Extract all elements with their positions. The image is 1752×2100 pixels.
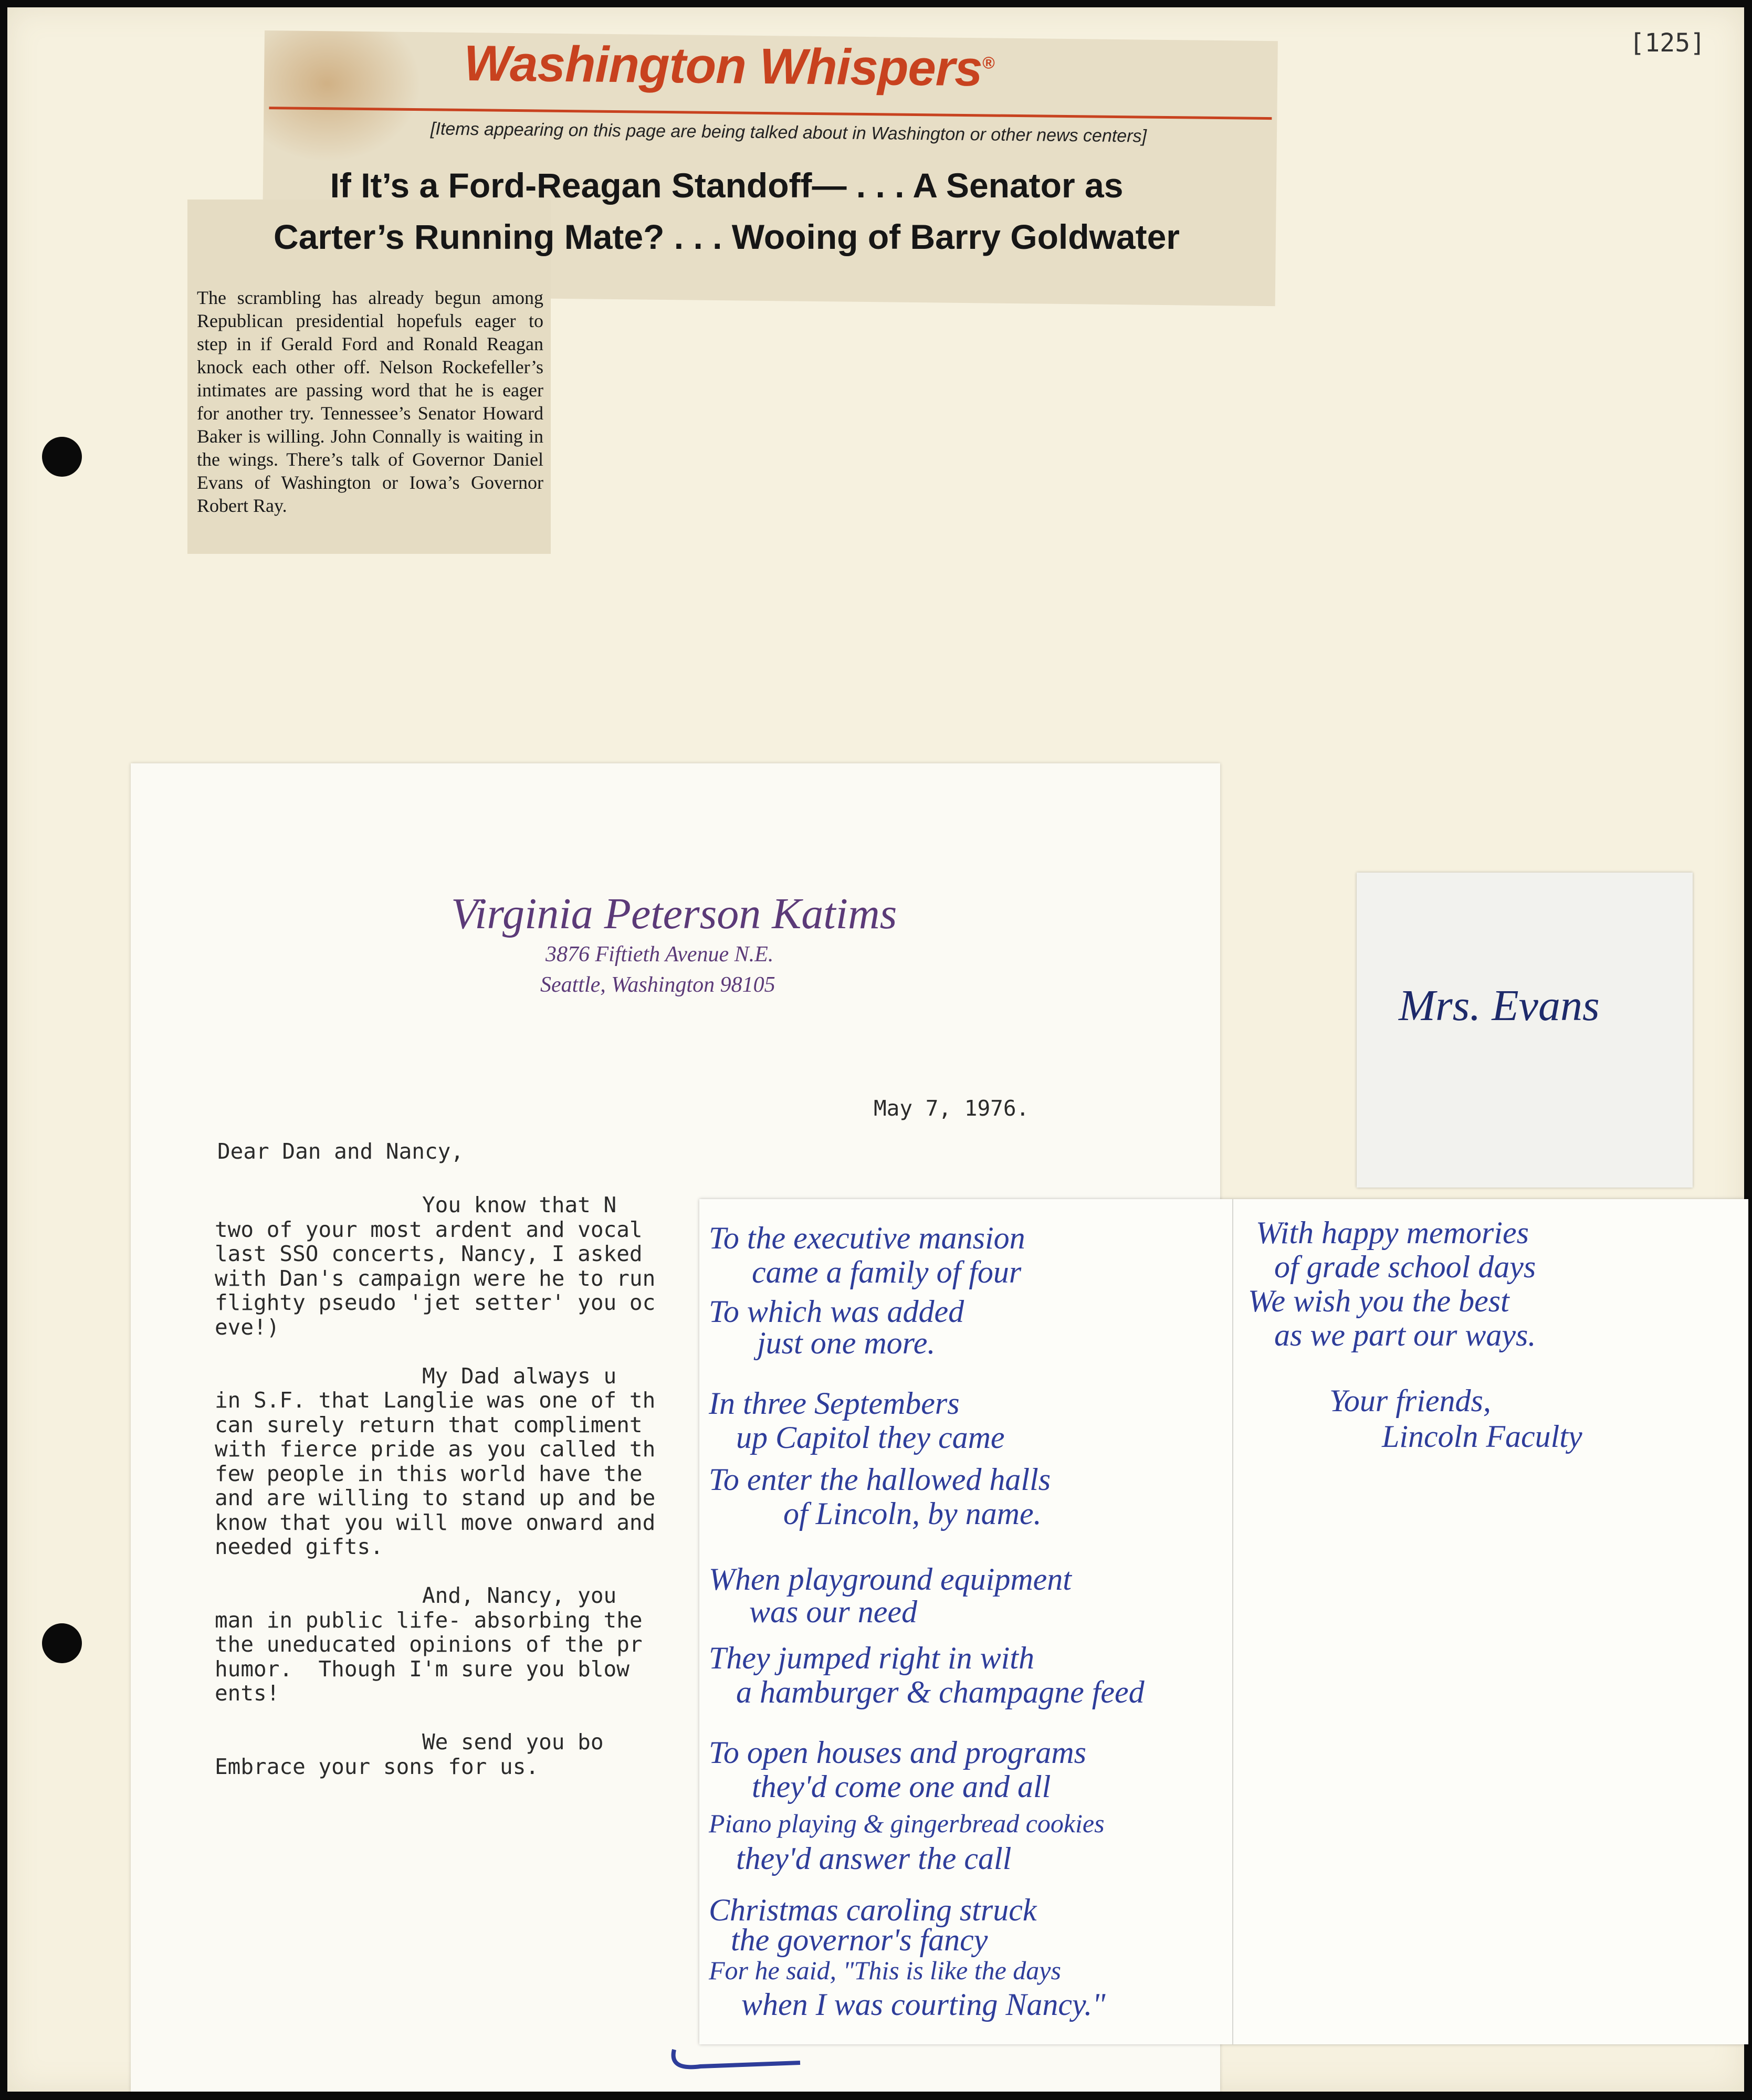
clipping-headline [181,160,1273,262]
poem-line: When playground equipment [709,1562,1072,1597]
punch-hole-bottom [42,1623,82,1663]
letter-line: with Dan's campaign were he to run [215,1265,656,1291]
clipping-body-text: The scrambling has already begun among Republican presidential hopefuls eager to step in if Gerald Ford and Ronald Reagan knock each other off. Nelson Rockefeller’s intimates are passing word that he is eager for another try. Tennessee’s Senator Howard Baker is willing. John Connally is waiting in the wings. There’s talk of Governor Daniel Evans of Washington or Iowa’s Governor Robert Ray. [197,287,543,516]
punch-hole-top [42,437,82,477]
closing-line: Your friends, [1329,1383,1491,1418]
letter-body [215,1193,655,1779]
address-line-2: Seattle, Washington 98105 [540,973,775,997]
letter-line: And, Nancy, you [215,1583,617,1608]
poem-line: they'd answer the call [736,1841,1012,1876]
letter-line: humor. Though I'm sure you blow [215,1656,630,1682]
closing-line: as we part our ways. [1274,1318,1536,1352]
letterhead-address [540,939,775,1000]
letter-line: with fierce pride as you called th [215,1436,656,1462]
letter-line: the uneducated opinions of the pr [215,1632,643,1657]
letter-line: eve!) [215,1314,280,1340]
page-number: [125] [1629,28,1705,58]
name-card [1357,873,1693,1188]
letter-line: in S.F. that Langlie was one of th [215,1388,656,1413]
headline-line-2: Carter’s Running Mate? . . . Wooing of Barry Goldwater [274,217,1180,256]
poem-line: To which was added [709,1294,964,1329]
poem-line: They jumped right in with [709,1641,1034,1675]
letter-line [215,1339,655,1364]
closing-line: With happy memories [1256,1215,1529,1250]
letter-line: few people in this world have the [215,1461,643,1486]
letter-line: flighty pseudo 'jet setter' you oc [215,1290,656,1315]
note-fold [1232,1199,1233,2044]
poem-line: when I was courting Nancy." [741,1987,1106,2022]
stain [263,30,422,163]
card-name: Mrs. Evans [1399,981,1600,1030]
poem-line: In three Septembers [709,1386,960,1421]
letter-line: You know that N [215,1192,617,1217]
poem-line: To open houses and programs [709,1735,1086,1770]
letter-line: last SSO concerts, Nancy, I asked [215,1241,643,1266]
address-line-1: 3876 Fiftieth Avenue N.E. [545,942,774,967]
poem-line: a hamburger & champagne feed [736,1675,1145,1709]
poem-line: came a family of four [752,1255,1022,1289]
poem-line: was our need [749,1594,917,1629]
poem-line: To the executive mansion [709,1221,1025,1255]
masthead-text: Washington Whispers [463,35,983,97]
closing-line: of grade school days [1274,1250,1536,1284]
letter-line [215,1559,655,1584]
poem-line: Piano playing & gingerbread cookies [709,1809,1105,1838]
letter-line: ents! [215,1681,280,1706]
letter-line: Embrace your sons for us. [215,1754,539,1779]
poem-line: the governor's fancy [731,1923,988,1957]
registered-mark: ® [982,53,994,72]
letter-date: May 7, 1976. [874,1096,1030,1121]
poem-line: they'd come one and all [752,1769,1051,1804]
masthead [464,35,994,98]
poem-line: Christmas caroling struck [709,1893,1037,1927]
poem-line: just one more. [757,1326,936,1360]
poem-line: of Lincoln, by name. [783,1496,1042,1531]
letter-line: My Dad always u [215,1363,617,1389]
poem-line: For he said, "This is like the days [709,1956,1061,1985]
letter-line: know that you will move onward and [215,1509,656,1535]
handwritten-note [699,1199,1748,2044]
letter-line: We send you bo [215,1729,604,1755]
letter-line: needed gifts. [215,1534,383,1559]
letter-line [215,1706,655,1730]
letterhead-name: Virginia Peterson Katims [451,889,897,938]
ink-squiggle [669,2034,826,2081]
letter-line: and are willing to stand up and be [215,1485,656,1510]
letter-line: man in public life- absorbing the [215,1607,643,1633]
letter-line: can surely return that compliment [215,1412,643,1437]
closing-line: We wish you the best [1248,1284,1509,1318]
headline-line-1: If It’s a Ford-Reagan Standoff— . . . A Senator as [330,166,1124,205]
closing-line: Lincoln Faculty [1382,1419,1582,1454]
letter-salutation: Dear Dan and Nancy, [217,1139,464,1164]
poem-line: up Capitol they came [736,1420,1005,1455]
letter-line: two of your most ardent and vocal [215,1216,643,1242]
subtag: [Items appearing on this page are being talked about in Washington or other news centers] [430,119,1147,146]
poem-line: To enter the hallowed halls [709,1462,1051,1497]
scrapbook-page [7,7,1744,2092]
